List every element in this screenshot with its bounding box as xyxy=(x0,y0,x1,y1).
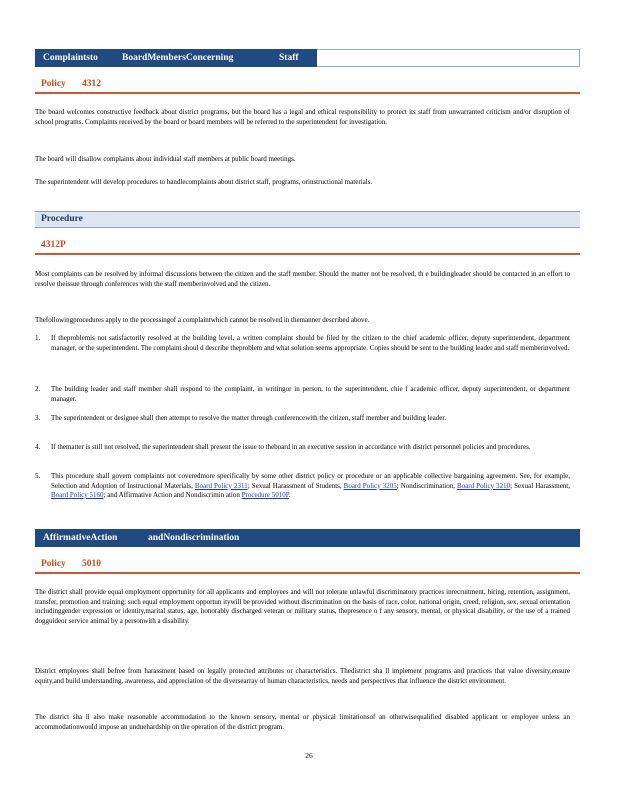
list-number: 4. xyxy=(35,443,41,451)
text-run: ; Sexual Harassment, xyxy=(510,481,571,490)
page-number: 26 xyxy=(305,751,313,760)
procedure-number: 4312P xyxy=(41,240,66,250)
paragraph: Most complaints can be resolved by informal discussions between the citizen and the staff member. Should the matter not be resolved, th e buildingleader should be contacted in an effort to resolve theissue through conferences with the staff memberinvolved and the citizen. xyxy=(35,270,570,288)
board-policy-3205-link[interactable]: Board Policy 3205 xyxy=(343,481,397,490)
board-policy-3210-link[interactable]: Board Policy 3210 xyxy=(457,481,511,490)
procedure-header: Procedure xyxy=(35,211,580,228)
paragraph: District employees shall befree from harassment based on legally protected attributes or characteristics. Thedistrict sha ll implement programs and practices that value diversity,ensure equity,and build understanding, awareness, and appreciation of the diversearray of human characteristics, needs and perspectives that influence the district environment. xyxy=(35,667,570,685)
text-run: This procedure shall govern complaints not coveredmore specifically by some other district policy or procedure or an applicable collective bargaining agreement. See, for example, Selection and Adoption of Instructional Materials, xyxy=(51,472,570,490)
list-number: 5. xyxy=(35,472,41,480)
header-bar-tail xyxy=(317,49,580,67)
list-text: The building leader and staff member shall respond to the complaint, in writingor in person, to the superintendent, chie f academic officer, deputy superintendent, or department manager. xyxy=(51,385,570,403)
section-title-part: andNondiscrimination xyxy=(148,533,240,543)
paragraph: The board welcomes constructive feedback about district programs, but the board has a legal and ethical responsibility to protect its staff from unwarranted criticism and/or disruption of school programs. Complaints received by the board or board members will be referred to the superintendent for investigation. xyxy=(35,108,570,126)
list-text: The superintendent or designee shall then attempt to resolve the matter through conferencewith the citizen, staff member and building leader. xyxy=(51,414,447,422)
policy-heading-5010 xyxy=(35,557,580,574)
text-run: ; Nondiscrimination, xyxy=(396,481,458,490)
section-header-affirmative-action xyxy=(35,529,580,547)
policy-heading-4312 xyxy=(35,77,580,94)
list-number: 2. xyxy=(35,385,41,393)
list-text: If thematter is still not resolved, the superintendent shall present the issue to theboard in an executive session in accordance with district personnel policies and procedures. xyxy=(51,443,531,451)
text-run: . xyxy=(288,491,291,499)
policy-number: 5010 xyxy=(82,559,101,569)
paragraph: The board will disallow complaints about individual staff members at public board meetings. xyxy=(35,155,296,163)
list-number: 3. xyxy=(35,414,41,422)
text-run: ; and Affirmative Action and Nondiscrimin ation xyxy=(103,491,242,499)
section-header-complaints xyxy=(35,49,580,67)
board-policy-2311-link[interactable]: Board Policy 2311 xyxy=(194,481,248,490)
paragraph: Thefollowingprocedures apply to the processingof a complaintwhich cannot be resolved in themanner described above. xyxy=(35,316,370,324)
section-title-part: AffirmativeAction xyxy=(43,533,118,543)
list-text: If theproblemis not satisfactorily resolved at the building level, a written complaint should be filed by the citizen to the chief academic officer, deputy superintendent, department manager, or the superintendent. The complaint shoul d describe theproblem and what solution seems appropriate. Copies should be sent to the building leader and staff memberinvolved. xyxy=(51,334,570,352)
paragraph: The superintendent will develop procedures to handlecomplaints about district staff, programs, orinstructional materials. xyxy=(35,178,373,186)
section-title-part: BoardMembersConcerning xyxy=(122,53,234,63)
board-policy-5160-link[interactable]: Board Policy 5160 xyxy=(51,491,104,499)
text-run: ; Sexual Harassment of Students, xyxy=(247,481,344,490)
list-text xyxy=(51,472,570,501)
paragraph: The district sha ll also make reasonable accommodation to the known sensory, mental or physical limitationsof an otherwisequalified disabled applicant or employee unless an accommodationwould impose an unduehardship on the operation of the district program. xyxy=(35,713,570,731)
policy-label: Policy xyxy=(41,79,66,89)
list-number: 1. xyxy=(35,334,41,342)
section-title-part: Complaintsto xyxy=(43,53,98,63)
procedure-5010p-link[interactable]: Procedure 5010P xyxy=(241,491,289,499)
policy-label: Policy xyxy=(41,559,66,569)
section-title-part: Staff xyxy=(279,53,299,63)
policy-number: 4312 xyxy=(82,79,101,89)
procedure-number-heading xyxy=(35,238,580,255)
paragraph: The district shall provide equal employment opportunity for all applicants and employees and will not tolerate unlawful discriminatory practices inrecruitment, hiring, retention, assignment, transfer, promotion and training; such equal employment opportun itywill be provided without discrimination on the basis of race, color, national origin, creed, religion, sex, sexual orientation includinggender expression or identity,marital status, age, honorably discharged veteran or military status, thepresence o f any sensory, mental, or physical disability, or the use of a trained dogguideor service animal by a personwith a disability. xyxy=(35,588,570,625)
